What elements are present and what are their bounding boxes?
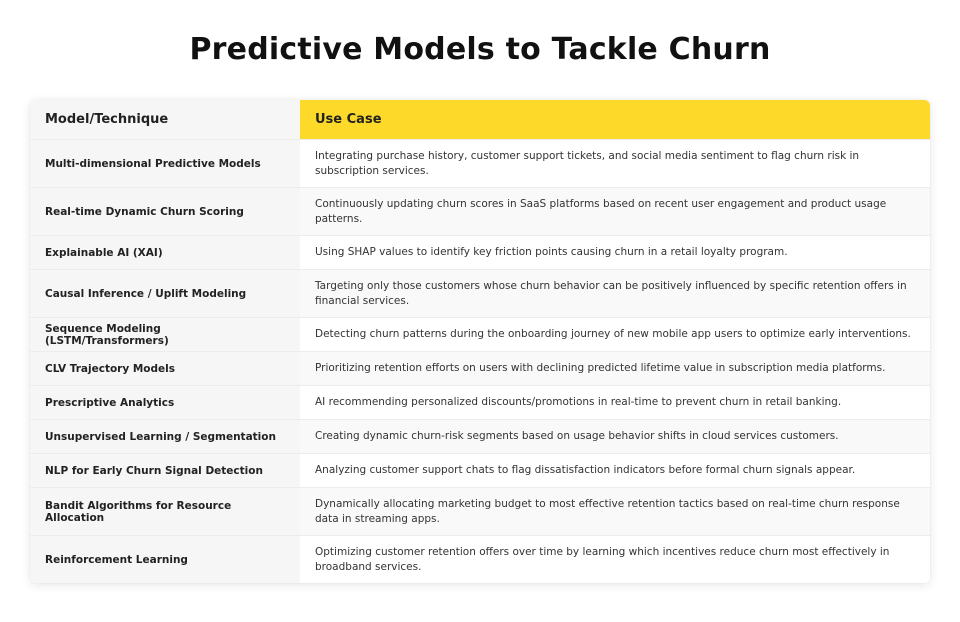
use-case-cell: Using SHAP values to identify key friction points causing churn in a retail loyalty program. [300,236,930,269]
table-header-row [30,100,930,139]
model-cell: Explainable AI (XAI) [30,236,300,269]
model-cell: Bandit Algorithms for Resource Allocation [30,488,300,535]
use-case-cell: Dynamically allocating marketing budget to most effective retention tactics based on real-time churn response data in streaming apps. [300,488,930,535]
model-cell: CLV Trajectory Models [30,352,300,385]
table-row [30,385,930,419]
use-case-cell: AI recommending personalized discounts/promotions in real-time to prevent churn in retail banking. [300,386,930,419]
models-table [30,100,930,583]
model-cell: Sequence Modeling (LSTM/Transformers) [30,318,300,351]
model-cell: Unsupervised Learning / Segmentation [30,420,300,453]
use-case-cell: Continuously updating churn scores in SaaS platforms based on recent user engagement and product usage patterns. [300,188,930,235]
table-row [30,317,930,351]
model-cell: Multi-dimensional Predictive Models [30,140,300,187]
use-case-cell: Optimizing customer retention offers over time by learning which incentives reduce churn most effectively in broadband services. [300,536,930,583]
model-cell: NLP for Early Churn Signal Detection [30,454,300,487]
model-cell: Real-time Dynamic Churn Scoring [30,188,300,235]
header-model-technique: Model/Technique [30,100,300,139]
model-cell: Reinforcement Learning [30,536,300,583]
page-title: Predictive Models to Tackle Churn [189,32,771,67]
model-cell: Prescriptive Analytics [30,386,300,419]
header-use-case: Use Case [300,100,930,139]
table-row [30,351,930,385]
table-row [30,453,930,487]
model-cell: Causal Inference / Uplift Modeling [30,270,300,317]
use-case-cell: Analyzing customer support chats to flag dissatisfaction indicators before formal churn signals appear. [300,454,930,487]
use-case-cell: Creating dynamic churn-risk segments based on usage behavior shifts in cloud services customers. [300,420,930,453]
table-row [30,139,930,187]
use-case-cell: Targeting only those customers whose churn behavior can be positively influenced by specific retention offers in financial services. [300,270,930,317]
use-case-cell: Prioritizing retention efforts on users with declining predicted lifetime value in subscription media platforms. [300,352,930,385]
table-row [30,235,930,269]
use-case-cell: Integrating purchase history, customer support tickets, and social media sentiment to flag churn risk in subscription services. [300,140,930,187]
table-row [30,487,930,535]
table-row [30,419,930,453]
table-row [30,535,930,583]
table-row [30,187,930,235]
use-case-cell: Detecting churn patterns during the onboarding journey of new mobile app users to optimize early interventions. [300,318,930,351]
table-row [30,269,930,317]
